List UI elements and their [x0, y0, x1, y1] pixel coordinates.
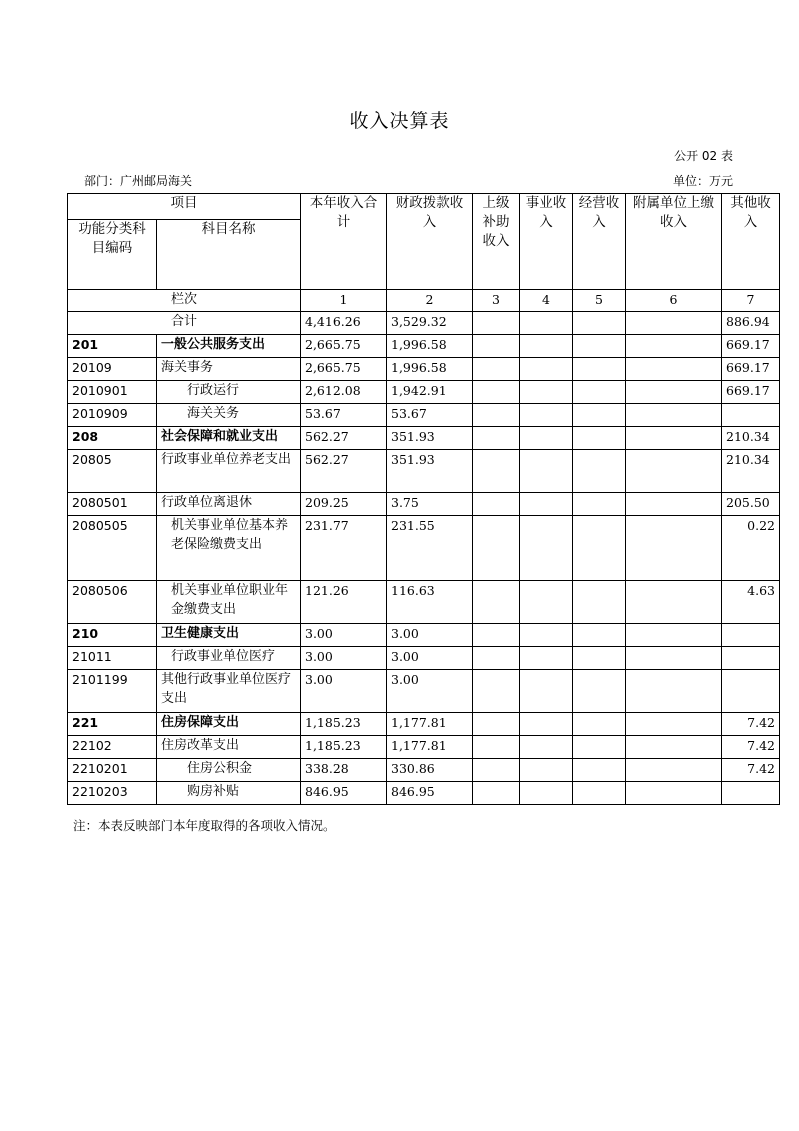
- other-amount: 669.17: [722, 358, 780, 381]
- func-code: 20805: [68, 450, 157, 493]
- other-amount: 0.22: [722, 516, 780, 581]
- subject-name: 海关关务: [157, 404, 301, 427]
- other-amount: 210.34: [722, 427, 780, 450]
- column-number: 6: [626, 290, 722, 312]
- total-amount: 209.25: [301, 493, 387, 516]
- subject-name: 其他行政事业单位医疗支出: [157, 670, 301, 713]
- func-code: 2010909: [68, 404, 157, 427]
- total-amount: 53.67: [301, 404, 387, 427]
- other-amount: [722, 670, 780, 713]
- fiscal-amount: 351.93: [387, 450, 473, 493]
- header-superior: 上级补助收入: [473, 194, 520, 290]
- other-amount: 210.34: [722, 450, 780, 493]
- fiscal-amount: 846.95: [387, 782, 473, 805]
- subject-name: 行政单位离退休: [157, 493, 301, 516]
- table-row: [68, 381, 780, 404]
- total-amount: 562.27: [301, 450, 387, 493]
- column-number: 5: [573, 290, 626, 312]
- func-code: 2210203: [68, 782, 157, 805]
- other-amount: [722, 404, 780, 427]
- subject-name: 机关事业单位基本养老保险缴费支出: [157, 516, 301, 581]
- other-amount: 7.42: [722, 736, 780, 759]
- fiscal-amount: 1,177.81: [387, 736, 473, 759]
- column-number: 1: [301, 290, 387, 312]
- table-row: [68, 335, 780, 358]
- header-affiliated: 附属单位上缴收入: [626, 194, 722, 290]
- table-row: [68, 493, 780, 516]
- other-amount: [722, 647, 780, 670]
- subject-name: 卫生健康支出: [157, 624, 301, 647]
- fiscal-amount: 330.86: [387, 759, 473, 782]
- fiscal-amount: 3.00: [387, 670, 473, 713]
- total-amount: 1,185.23: [301, 713, 387, 736]
- fiscal-amount: 53.67: [387, 404, 473, 427]
- fiscal-amount: 351.93: [387, 427, 473, 450]
- other-amount: 4.63: [722, 581, 780, 624]
- total-amount: 2,612.08: [301, 381, 387, 404]
- column-number: 3: [473, 290, 520, 312]
- total-other: 886.94: [722, 312, 780, 335]
- header-other: 其他收入: [722, 194, 780, 290]
- income-table: [67, 193, 780, 805]
- table-row: [68, 427, 780, 450]
- subject-name: 行政事业单位养老支出: [157, 450, 301, 493]
- department-label: 部门：广州邮局海关: [84, 174, 193, 188]
- table-row: [68, 782, 780, 805]
- table-row: [68, 647, 780, 670]
- total-amount: 4,416.26: [301, 312, 387, 335]
- subject-name: 购房补贴: [157, 782, 301, 805]
- column-number-row: [68, 290, 780, 312]
- subject-name: 一般公共服务支出: [157, 335, 301, 358]
- fiscal-amount: 231.55: [387, 516, 473, 581]
- table-row: [68, 759, 780, 782]
- other-amount: 7.42: [722, 759, 780, 782]
- table-row: [68, 358, 780, 381]
- header-project: 项目: [68, 194, 301, 220]
- func-code: 2080501: [68, 493, 157, 516]
- subject-name: 行政事业单位医疗: [157, 647, 301, 670]
- other-amount: 669.17: [722, 335, 780, 358]
- fiscal-amount: 116.63: [387, 581, 473, 624]
- fiscal-amount: 3.75: [387, 493, 473, 516]
- total-label: 合计: [68, 312, 301, 335]
- func-code: 208: [68, 427, 157, 450]
- column-number: 2: [387, 290, 473, 312]
- total-amount: 562.27: [301, 427, 387, 450]
- func-code: 2080505: [68, 516, 157, 581]
- func-code: 2010901: [68, 381, 157, 404]
- func-code: 20109: [68, 358, 157, 381]
- total-amount: 3.00: [301, 647, 387, 670]
- subject-name: 行政运行: [157, 381, 301, 404]
- table-row: [68, 713, 780, 736]
- func-code: 2101199: [68, 670, 157, 713]
- page-title: 收入决算表: [349, 110, 450, 132]
- total-amount: 338.28: [301, 759, 387, 782]
- func-code: 2210201: [68, 759, 157, 782]
- header-fiscal: 财政拨款收入: [387, 194, 473, 290]
- header-business: 事业收入: [520, 194, 573, 290]
- subject-name: 住房公积金: [157, 759, 301, 782]
- fiscal-amount: 3.00: [387, 624, 473, 647]
- subject-name: 住房改革支出: [157, 736, 301, 759]
- subject-name: 社会保障和就业支出: [157, 427, 301, 450]
- total-amount: 3.00: [301, 624, 387, 647]
- other-amount: [722, 782, 780, 805]
- func-code: 201: [68, 335, 157, 358]
- func-code: 221: [68, 713, 157, 736]
- total-amount: 1,185.23: [301, 736, 387, 759]
- footnote: 注：本表反映部门本年度取得的各项收入情况。: [73, 818, 336, 833]
- total-fiscal: 3,529.32: [387, 312, 473, 335]
- subject-name: 海关事务: [157, 358, 301, 381]
- header-total: 本年收入合计: [301, 194, 387, 290]
- subject-name: 机关事业单位职业年金缴费支出: [157, 581, 301, 624]
- total-amount: 3.00: [301, 670, 387, 713]
- fiscal-amount: 1,996.58: [387, 358, 473, 381]
- column-number: 7: [722, 290, 780, 312]
- unit-label: 单位：万元: [672, 174, 733, 188]
- func-code: 22102: [68, 736, 157, 759]
- total-amount: 846.95: [301, 782, 387, 805]
- column-number-label: 栏次: [68, 290, 301, 312]
- header-operating: 经营收入: [573, 194, 626, 290]
- table-row: [68, 670, 780, 713]
- total-amount: 2,665.75: [301, 358, 387, 381]
- table-row: [68, 450, 780, 493]
- table-row: [68, 404, 780, 427]
- other-amount: 7.42: [722, 713, 780, 736]
- header-subject-name: 科目名称: [157, 220, 301, 290]
- total-amount: 231.77: [301, 516, 387, 581]
- total-amount: 121.26: [301, 581, 387, 624]
- column-number: 4: [520, 290, 573, 312]
- table-row: [68, 516, 780, 581]
- fiscal-amount: 1,942.91: [387, 381, 473, 404]
- other-amount: [722, 624, 780, 647]
- func-code: 21011: [68, 647, 157, 670]
- subject-name: 住房保障支出: [157, 713, 301, 736]
- func-code: 2080506: [68, 581, 157, 624]
- other-amount: 205.50: [722, 493, 780, 516]
- fiscal-amount: 3.00: [387, 647, 473, 670]
- table-row: [68, 581, 780, 624]
- total-row: [68, 312, 780, 335]
- form-number: 公开 02 表: [674, 149, 733, 163]
- other-amount: 669.17: [722, 381, 780, 404]
- fiscal-amount: 1,177.81: [387, 713, 473, 736]
- table-row: [68, 624, 780, 647]
- total-amount: 2,665.75: [301, 335, 387, 358]
- func-code: 210: [68, 624, 157, 647]
- table-row: [68, 736, 780, 759]
- fiscal-amount: 1,996.58: [387, 335, 473, 358]
- header-func-code: 功能分类科目编码: [68, 220, 157, 290]
